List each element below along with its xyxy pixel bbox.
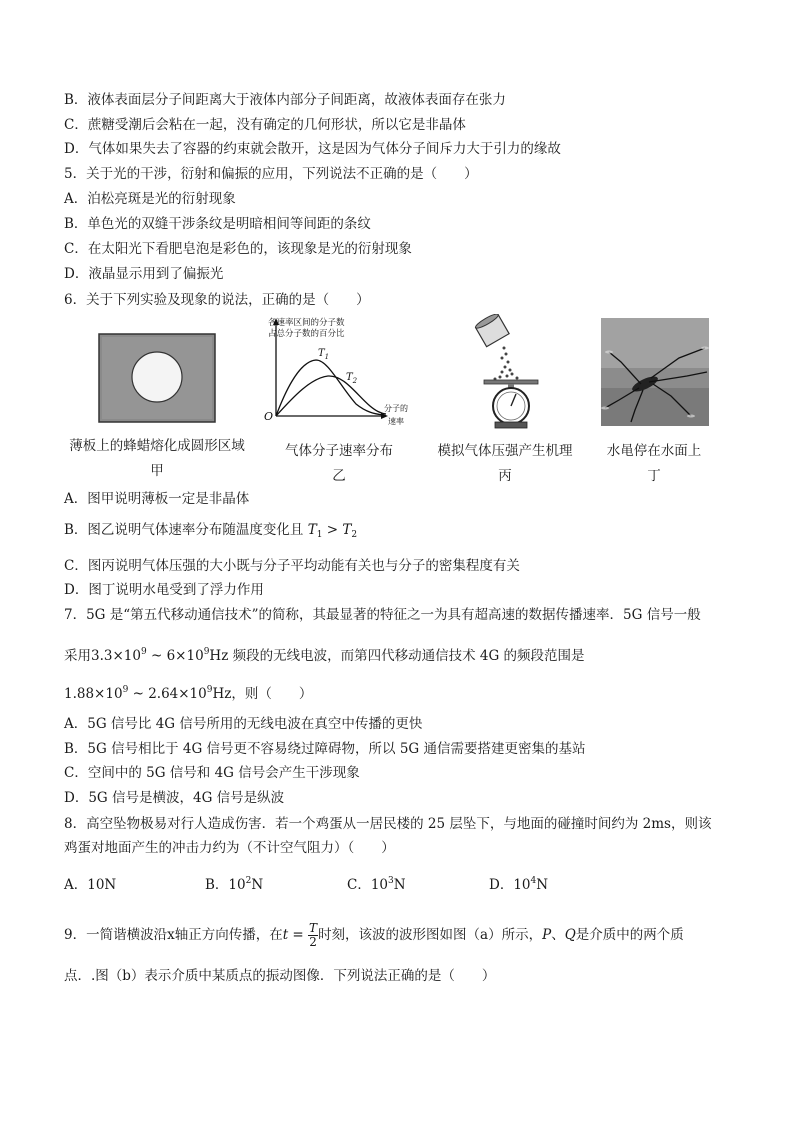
q5-option-a: A．泊松亮斑是光的衍射现象	[64, 191, 236, 207]
q7-option-d: D．5G 信号是横波，4G 信号是纵波	[64, 790, 285, 806]
q6-option-c: C．图丙说明气体压强的大小既与分子平均动能有关也与分子的密集程度有关	[64, 558, 520, 574]
q8-option-b: B．$10^2N$	[205, 876, 264, 893]
graph-xlabel-line1: 分子的	[384, 404, 408, 413]
q9-fraction: $\frac{T}{2}$	[309, 921, 318, 949]
graph-ylabel-line2: 占总分子数的百分比	[268, 329, 345, 339]
q6-option-a: A．图甲说明薄板一定是非晶体	[64, 491, 250, 507]
q5-option-b: B．单色光的双缝干涉条纹是明暗相间等间距的条纹	[64, 216, 371, 232]
q9-stem-line1: 9．一简谐横波沿x轴正方向传播，在t = $\frac{T}{2}$ 时刻，该波的波形图如图（a）所示，P、Q是介质中的两个质	[64, 921, 684, 949]
q7-stem-line3: $1.88\times 10^9$ ~ $2.64\times 10^9Hz$，则（ ）	[64, 685, 313, 702]
figure-water-strider	[601, 318, 709, 426]
figure-pressure-model	[462, 314, 558, 430]
q4-option-b: B．液体表面层分子间距离大于液体内部分子间距离，故液体表面存在张力	[64, 92, 506, 108]
q4-option-c: C．蔗糖受潮后会粘在一起，没有确定的几何形状，所以它是非晶体	[64, 117, 466, 133]
q6-stem: 6．关于下列实验及现象的说法，正确的是（ ）	[64, 292, 370, 308]
graph-ylabel-line1: 各速率区间的分子数	[268, 318, 345, 328]
pressure-model-drawing	[462, 314, 558, 430]
figure-ding-label: 丁	[647, 468, 661, 484]
q7-option-b: B．5G 信号相比于 4G 信号更不容易绕过障碍物，所以 5G 通信需要搭建更密集的基站	[64, 741, 586, 757]
q8-option-c: C．$10^3N$	[347, 876, 406, 893]
q7-stem-line1: 7．5G 是“第五代移动通信技术”的简称，其最显著的特征之一为具有超高速的数据传播速率．5G 信号一般	[64, 607, 701, 623]
q4-option-d: D．气体如果失去了容器的约束就会散开，这是因为气体分子间斥力大于引力的缘故	[64, 141, 561, 157]
q6-option-b: B．图乙说明气体速率分布随温度变化且 $T_1 > T_2$	[64, 522, 358, 540]
q6-option-d: D．图丁说明水黾受到了浮力作用	[64, 582, 264, 598]
figure-yi-caption: 气体分子速率分布	[285, 443, 393, 459]
figure-jia-caption: 薄板上的蜂蜡熔化成圆形区域	[69, 438, 245, 454]
q5-option-c: C．在太阳光下看肥皂泡是彩色的，该现象是光的衍射现象	[64, 241, 412, 257]
q5-stem: 5．关于光的干涉，衍射和偏振的应用，下列说法不正确的是（ ）	[64, 166, 478, 182]
figure-ding-caption: 水黾停在水面上	[606, 443, 702, 459]
figure-bing-label: 丙	[498, 468, 512, 484]
q7-option-c: C．空间中的 5G 信号和 4G 信号会产生干涉现象	[64, 765, 360, 781]
graph-origin-label: O	[264, 410, 274, 423]
figure-bing-caption: 模拟气体压强产生机理	[437, 443, 573, 459]
q7-stem-line2: 采用$3.3\times 10^9$ ~ $6\times 10^9Hz$ 频段的无线电波，而第四代移动通信技术 4G 的频段范围是	[64, 647, 585, 664]
graph-xlabel-line2: 速率	[388, 417, 404, 426]
q8-option-d: D．$10^4N$	[489, 876, 549, 893]
q7-option-a: A．5G 信号比 4G 信号所用的无线电波在真空中传播的更快	[64, 716, 423, 732]
figure-plate-wax	[98, 333, 216, 423]
graph-t1-label: $T_1$	[318, 348, 330, 361]
speed-distribution-graph	[256, 316, 426, 426]
figure-speed-distribution	[256, 316, 426, 426]
graph-t2-label: $T_2$	[346, 372, 358, 385]
q8-option-a: A．10N	[64, 877, 117, 893]
figure-jia-label: 甲	[150, 463, 164, 479]
water-strider-photo	[601, 318, 709, 426]
q5-option-d: D．液晶显示用到了偏振光	[64, 266, 224, 282]
q8-stem-line2: 鸡蛋对地面产生的冲击力约为（不计空气阻力）（ ）	[64, 840, 395, 856]
figure-yi-label: 乙	[332, 468, 346, 484]
q8-stem-line1: 8．高空坠物极易对行人造成伤害．若一个鸡蛋从一居民楼的 25 层坠下，与地面的碰撞时间约为 2ms，则该	[64, 816, 712, 832]
q9-stem-line2: 点．.图（b）表示介质中某质点的振动图像．下列说法正确的是（ ）	[64, 968, 496, 984]
plate-wax-drawing	[98, 333, 216, 423]
